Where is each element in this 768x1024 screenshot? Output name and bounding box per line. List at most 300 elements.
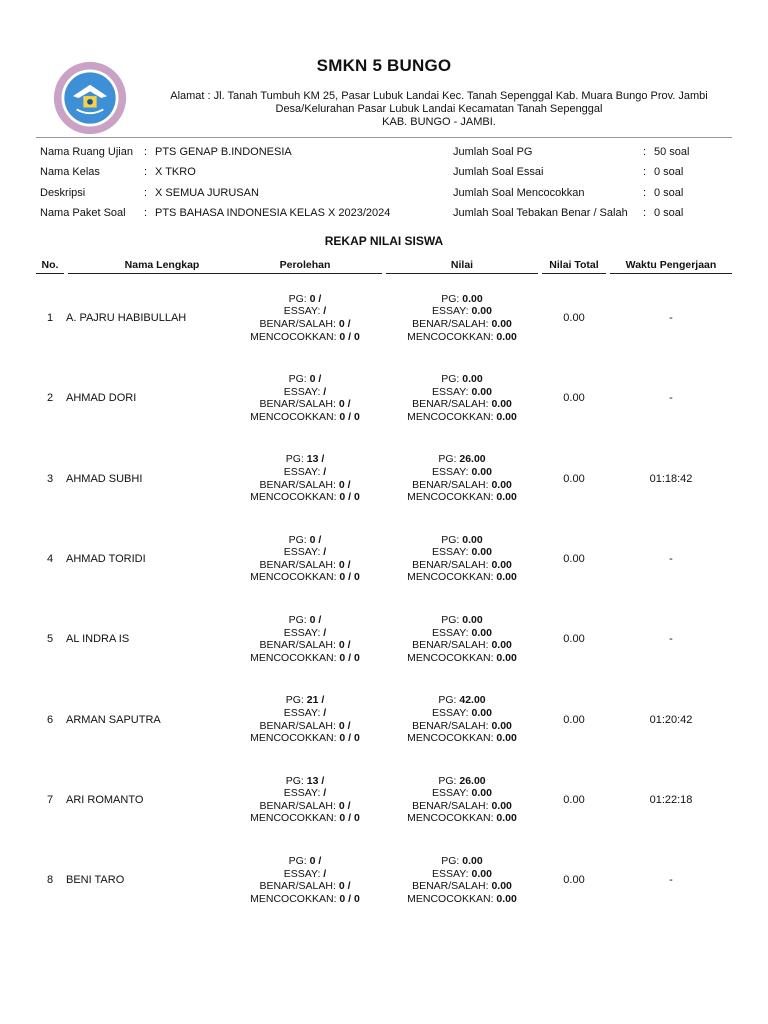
nilai-stack [407,293,517,343]
nilai-label: BENAR/SALAH: [412,558,489,571]
table-row [36,760,732,840]
table-row [36,680,732,760]
perolehan-value: 0 / 0 [339,812,360,825]
nilai-label: ESSAY: [432,305,469,318]
nilai-value: 0.00 [496,330,517,343]
nilai-value: 0.00 [491,880,512,893]
nilai-label: PG: [441,614,460,626]
info-row [40,166,440,182]
nilai-label: ESSAY: [432,706,469,719]
perolehan-value: 13 / [306,774,325,787]
nilai-line [407,398,517,411]
nilai-line [407,318,517,331]
cell-no: 4 [46,552,54,565]
nilai-value: 0.00 [496,491,517,504]
nilai-value: 0.00 [491,318,512,330]
cell-name: AHMAD TORIDI [66,552,146,565]
info-colon: : [643,206,647,219]
nilai-value: 42.00 [459,694,486,707]
perolehan-stack [250,694,360,744]
nilai-line [407,546,517,559]
info-value: 0 soal [654,186,684,199]
nilai-value: 0.00 [471,546,492,559]
nilai-value: 26.00 [459,453,486,466]
info-row [40,146,440,162]
info-label: Jumlah Soal Tebakan Benar / Salah [453,206,628,219]
nilai-value: 0.00 [491,478,512,491]
perolehan-line [250,694,360,707]
nilai-line [407,479,517,492]
perolehan-line [250,318,360,331]
nilai-line [407,812,517,825]
cell-perolehan [228,760,382,840]
nilai-line [407,880,517,893]
school-name: SMKN 5 BUNGO [316,56,452,75]
perolehan-value: 0 / [338,799,351,812]
info-value: 0 soal [654,166,684,179]
perolehan-line [250,855,360,868]
perolehan-label: BENAR/SALAH: [259,398,336,411]
perolehan-value: 0 / [338,398,351,411]
perolehan-value: / [323,626,327,639]
nilai-value: 0.00 [462,533,483,546]
perolehan-line [250,614,360,627]
perolehan-label: BENAR/SALAH: [259,639,336,652]
nilai-line [407,652,517,665]
nilai-label: ESSAY: [432,466,469,478]
perolehan-line [250,466,360,479]
nilai-value: 0.00 [496,571,517,584]
perolehan-value: 0 / [338,558,351,571]
nilai-label: PG: [441,533,460,546]
perolehan-label: ESSAY: [283,626,321,639]
nilai-label: PG: [438,453,457,466]
perolehan-value: / [323,385,327,398]
perolehan-label: MENCOCOKKAN: [250,892,337,905]
cell-nilai [386,760,538,840]
nilai-line [407,732,517,745]
perolehan-value: 0 / 0 [339,651,360,664]
perolehan-label: PG: [288,533,307,546]
nilai-label: BENAR/SALAH: [412,478,489,491]
info-row [453,166,733,182]
nilai-label: MENCOCOKKAN: [407,330,494,343]
address-line-2: Desa/Kelurahan Pasar Lubuk Landai Kecamatan Tanah Sepenggal [275,103,603,115]
nilai-label: ESSAY: [432,385,469,398]
cell-waktu: - [669,312,673,324]
cell-nilai-total: 0.00 [563,472,585,485]
info-label: Nama Paket Soal [40,206,126,219]
cell-nilai-total: 0.00 [563,392,585,405]
cell-waktu: 01:18:42 [649,472,693,485]
table-row [36,519,732,599]
cell-perolehan [228,680,382,760]
perolehan-stack [250,614,360,664]
nilai-label: MENCOCOKKAN: [407,491,494,504]
nilai-value: 0.00 [471,626,492,639]
nilai-line [407,855,517,868]
cell-name: A. PAJRU HABIBULLAH [66,312,187,324]
nilai-line [407,559,517,572]
perolehan-value: 0 / 0 [339,732,360,745]
nilai-value: 0.00 [491,639,512,652]
nilai-label: PG: [441,373,460,386]
info-colon: : [144,146,148,158]
perolehan-stack [250,534,360,584]
perolehan-line [250,491,360,504]
cell-perolehan [228,599,382,679]
perolehan-label: MENCOCOKKAN: [250,571,337,584]
cell-perolehan [228,519,382,599]
perolehan-stack [250,855,360,905]
perolehan-label: MENCOCOKKAN: [250,330,337,343]
info-value: 0 soal [654,206,684,219]
nilai-value: 0.00 [496,732,517,745]
table-row [36,599,732,679]
address-line-3: KAB. BUNGO - JAMBI. [382,116,496,128]
perolehan-line [250,398,360,411]
rekap-title: REKAP NILAI SISWA [324,234,444,248]
perolehan-label: BENAR/SALAH: [259,719,336,732]
header-perolehan: Perolehan [228,256,382,274]
cell-no: 7 [46,793,54,806]
info-row [40,187,440,203]
cell-nilai-total: 0.00 [563,633,585,646]
perolehan-line [250,812,360,825]
nilai-line [407,893,517,906]
nilai-line [407,868,517,881]
perolehan-line [250,453,360,466]
perolehan-value: 0 / [338,639,351,652]
info-colon: : [144,206,148,219]
info-colon: : [643,186,647,199]
perolehan-line [250,707,360,720]
nilai-line [407,775,517,788]
perolehan-value: 0 / 0 [339,330,360,343]
perolehan-label: MENCOCOKKAN: [250,732,337,745]
perolehan-label: PG: [288,373,307,386]
perolehan-value: 13 / [306,453,325,466]
nilai-line [407,720,517,733]
nilai-line [407,305,517,318]
perolehan-stack [250,775,360,825]
nilai-value: 0.00 [462,373,483,386]
nilai-line [407,466,517,479]
nilai-label: PG: [441,854,460,867]
cell-nilai-total: 0.00 [563,874,585,887]
info-value: PTS BAHASA INDONESIA KELAS X 2023/2024 [155,206,391,219]
perolehan-value: 0 / 0 [339,410,360,423]
perolehan-label: MENCOCOKKAN: [250,651,337,664]
perolehan-line [250,880,360,893]
perolehan-stack [250,453,360,503]
nilai-line [407,386,517,399]
perolehan-value: 0 / [309,614,322,626]
perolehan-value: 0 / 0 [339,491,360,504]
cell-no: 3 [46,472,54,485]
nilai-value: 0.00 [491,799,512,812]
perolehan-line [250,720,360,733]
perolehan-line [250,293,360,306]
nilai-label: MENCOCOKKAN: [407,892,494,905]
perolehan-line [250,305,360,318]
cell-nilai [386,358,538,438]
cell-name: BENI TARO [66,874,125,887]
cell-no: 8 [46,874,54,887]
perolehan-label: BENAR/SALAH: [259,318,336,330]
nilai-value: 0.00 [496,410,517,423]
cell-no: 2 [46,392,54,405]
perolehan-line [250,479,360,492]
nilai-label: MENCOCOKKAN: [407,410,494,423]
perolehan-value: 0 / [309,533,322,546]
perolehan-line [250,373,360,386]
nilai-value: 0.00 [496,812,517,825]
nilai-value: 0.00 [491,558,512,571]
perolehan-label: BENAR/SALAH: [259,799,336,812]
info-value: PTS GENAP B.INDONESIA [155,146,292,158]
cell-nilai [386,519,538,599]
perolehan-value: 0 / [338,478,351,491]
perolehan-line [250,732,360,745]
perolehan-value: 0 / [309,292,322,305]
perolehan-label: ESSAY: [283,787,321,800]
nilai-label: BENAR/SALAH: [412,880,489,893]
perolehan-label: MENCOCOKKAN: [250,812,337,825]
nilai-label: BENAR/SALAH: [412,799,489,812]
cell-name: ARI ROMANTO [66,793,144,806]
nilai-value: 0.00 [471,305,492,318]
document-header [36,50,732,136]
cell-nilai [386,439,538,519]
cell-perolehan [228,278,382,358]
nilai-label: PG: [438,774,457,787]
cell-perolehan [228,840,382,920]
cell-perolehan [228,439,382,519]
perolehan-label: ESSAY: [283,867,321,880]
table-row [36,358,732,438]
cell-nilai-total: 0.00 [563,793,585,806]
cell-name: ARMAN SAPUTRA [66,713,161,726]
perolehan-value: 0 / [338,719,351,732]
nilai-value: 0.00 [471,867,492,880]
perolehan-label: ESSAY: [283,385,321,398]
perolehan-line [250,893,360,906]
info-label: Jumlah Soal Mencocokkan [453,186,585,199]
info-colon: : [643,146,647,158]
perolehan-line [250,639,360,652]
perolehan-label: BENAR/SALAH: [259,558,336,571]
nilai-line [407,491,517,504]
cell-nilai [386,680,538,760]
nilai-label: BENAR/SALAH: [412,639,489,652]
nilai-line [407,331,517,344]
nilai-stack [407,373,517,423]
perolehan-label: MENCOCOKKAN: [250,410,337,423]
nilai-label: MENCOCOKKAN: [407,732,494,745]
nilai-line [407,614,517,627]
perolehan-value: 0 / [309,854,322,867]
perolehan-label: ESSAY: [283,546,321,559]
info-value: X SEMUA JURUSAN [155,186,259,199]
cell-name: AHMAD SUBHI [66,472,143,485]
perolehan-label: BENAR/SALAH: [259,478,336,491]
perolehan-line [250,652,360,665]
info-value: X TKRO [155,166,196,179]
perolehan-line [250,386,360,399]
perolehan-value: 0 / 0 [339,892,360,905]
perolehan-line [250,868,360,881]
perolehan-value: / [323,546,327,559]
perolehan-line [250,627,360,640]
nilai-stack [407,775,517,825]
nilai-stack [407,534,517,584]
nilai-label: ESSAY: [432,867,469,880]
nilai-value: 0.00 [471,385,492,398]
school-address [146,90,732,129]
cell-nilai-total: 0.00 [563,713,585,726]
header-divider [36,137,732,138]
info-colon: : [144,166,148,179]
nilai-label: MENCOCOKKAN: [407,571,494,584]
nilai-line [407,571,517,584]
perolehan-line [250,775,360,788]
perolehan-label: PG: [288,292,307,305]
info-row [40,207,440,223]
perolehan-label: ESSAY: [283,466,321,478]
info-colon: : [643,166,647,179]
nilai-stack [407,614,517,664]
cell-nilai-total: 0.00 [563,552,585,565]
header-nilai: Nilai [386,256,538,274]
info-value: 50 soal [654,146,690,158]
cell-name: AHMAD DORI [66,392,137,405]
nilai-label: BENAR/SALAH: [412,398,489,411]
info-label: Nama Ruang Ujian [40,146,133,158]
nilai-stack [407,453,517,503]
cell-no: 5 [46,633,54,646]
nilai-value: 0.00 [496,651,517,664]
header-no: No. [36,256,64,274]
cell-waktu: - [669,392,673,405]
nilai-line [407,694,517,707]
nilai-line [407,411,517,424]
cell-nilai [386,278,538,358]
info-label: Jumlah Soal PG [453,146,533,158]
cell-perolehan [228,358,382,438]
perolehan-label: ESSAY: [283,305,321,318]
perolehan-label: ESSAY: [283,706,321,719]
info-colon: : [144,186,148,199]
nilai-value: 0.00 [471,466,492,478]
perolehan-label: PG: [288,854,307,867]
table-row [36,278,732,358]
perolehan-label: MENCOCOKKAN: [250,491,337,504]
nilai-value: 0.00 [496,892,517,905]
nilai-label: MENCOCOKKAN: [407,812,494,825]
cell-waktu: 01:20:42 [649,713,693,726]
nilai-line [407,534,517,547]
perolehan-line [250,331,360,344]
nilai-label: BENAR/SALAH: [412,719,489,732]
perolehan-line [250,411,360,424]
cell-waktu: - [669,874,673,887]
perolehan-value: 0 / 0 [339,571,360,584]
nilai-value: 0.00 [471,787,492,800]
perolehan-value: 0 / [309,373,322,386]
perolehan-stack [250,373,360,423]
perolehan-line [250,546,360,559]
perolehan-stack [250,293,360,343]
nilai-value: 0.00 [462,854,483,867]
cell-nilai [386,840,538,920]
header-waktu: Waktu Pengerjaan [610,256,732,274]
perolehan-label: PG: [288,614,307,626]
info-label: Jumlah Soal Essai [453,166,544,179]
header-name: Nama Lengkap [68,256,256,274]
header-nilai-total: Nilai Total [542,256,606,274]
nilai-value: 0.00 [462,292,483,305]
perolehan-line [250,559,360,572]
nilai-line [407,453,517,466]
nilai-line [407,627,517,640]
perolehan-line [250,787,360,800]
perolehan-label: PG: [285,774,304,787]
address-line-1: Alamat : Jl. Tanah Tumbuh KM 25, Pasar Lubuk Landai Kec. Tanah Sepenggal Kab. Muara Bungo Prov. Jambi [170,90,708,102]
nilai-value: 0.00 [471,706,492,719]
nilai-label: ESSAY: [432,626,469,639]
nilai-label: PG: [441,292,460,305]
perolehan-value: / [323,706,327,719]
nilai-line [407,800,517,813]
cell-waktu: 01:22:18 [649,793,693,806]
nilai-line [407,707,517,720]
perolehan-line [250,571,360,584]
nilai-line [407,639,517,652]
info-label: Deskripsi [40,186,86,199]
nilai-line [407,373,517,386]
nilai-value: 26.00 [459,774,486,787]
info-row [453,146,733,162]
perolehan-value: 21 / [306,694,325,707]
cell-no: 1 [46,312,54,324]
nilai-line [407,787,517,800]
perolehan-value: 0 / [338,880,351,893]
perolehan-label: PG: [285,694,304,707]
nilai-value: 0.00 [491,398,512,411]
nilai-value: 0.00 [491,719,512,732]
nilai-stack [407,694,517,744]
perolehan-value: / [323,787,327,800]
cell-name: AL INDRA IS [66,633,130,646]
info-row [453,207,733,223]
perolehan-line [250,800,360,813]
cell-waktu: - [669,552,673,565]
perolehan-line [250,534,360,547]
nilai-value: 0.00 [462,614,483,626]
perolehan-value: / [323,466,327,478]
nilai-label: BENAR/SALAH: [412,318,489,330]
perolehan-label: PG: [285,453,304,466]
nilai-label: PG: [438,694,457,707]
nilai-stack [407,855,517,905]
perolehan-value: / [323,305,327,318]
perolehan-value: / [323,867,327,880]
nilai-label: MENCOCOKKAN: [407,651,494,664]
nilai-line [407,293,517,306]
nilai-label: ESSAY: [432,546,469,559]
perolehan-label: BENAR/SALAH: [259,880,336,893]
